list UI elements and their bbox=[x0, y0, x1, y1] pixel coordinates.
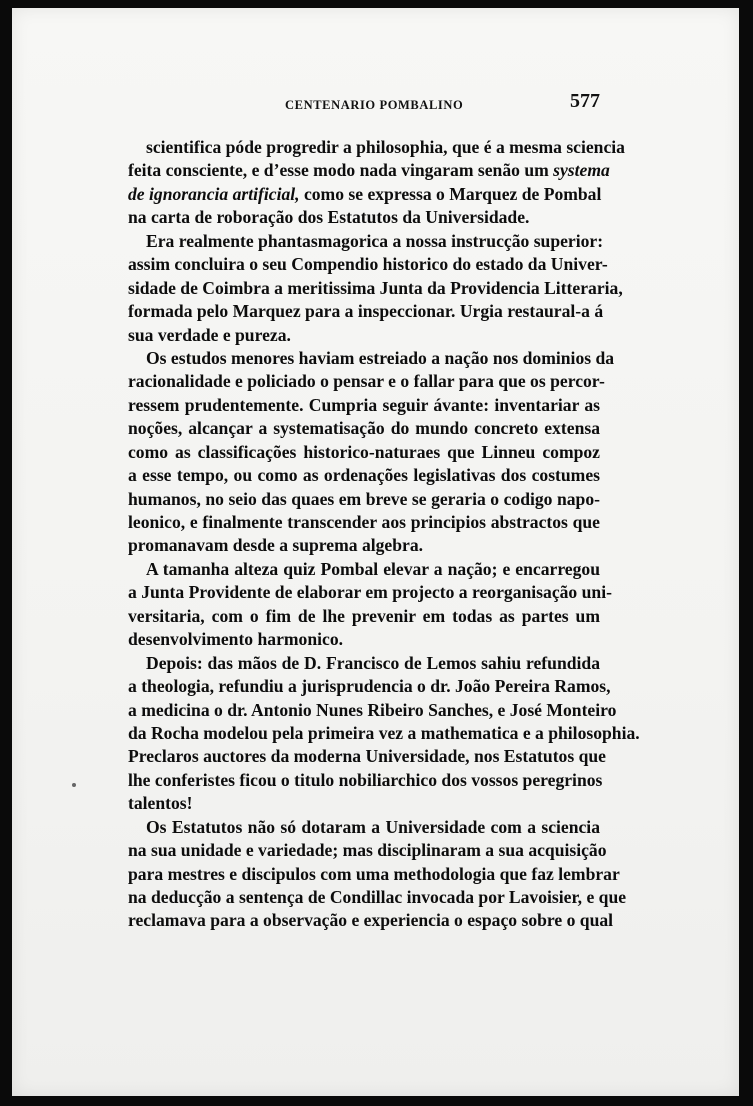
line-text: desenvolvimento harmonico. bbox=[128, 629, 344, 650]
line-text: assim concluira o seu Compendio historico do estado da Univer- bbox=[128, 254, 608, 275]
line-text: Preclaros auctores da moderna Universidade, nos Estatutos que bbox=[128, 746, 606, 767]
line-text: sidade de Coimbra a meritissima Junta da Providencia Litteraria, bbox=[128, 277, 623, 298]
page-number: 577 bbox=[570, 90, 600, 112]
line-text: como as classificações historico-naturaes que Linneu compoz bbox=[128, 441, 600, 462]
text-line bbox=[128, 370, 605, 393]
text-line bbox=[128, 699, 617, 722]
text-line bbox=[128, 230, 604, 253]
text-line bbox=[128, 816, 600, 839]
text-line bbox=[128, 253, 608, 276]
italic-text: de ignorancia artificial, bbox=[128, 183, 300, 204]
line-text: formada pelo Marquez para a inspeccionar. Urgia restaural-a á bbox=[128, 301, 604, 322]
line-text: A tamanha alteza quiz Pombal elevar a nação; e encarregou bbox=[146, 558, 600, 579]
text-line bbox=[128, 206, 600, 229]
line-text: na sua unidade e variedade; mas disciplinaram a sua acquisição bbox=[128, 840, 607, 861]
text-line bbox=[128, 347, 615, 370]
text-line bbox=[128, 159, 610, 182]
text-line bbox=[128, 324, 600, 347]
book-page bbox=[12, 8, 739, 1096]
page-header bbox=[115, 90, 600, 120]
line-text: a esse tempo, ou como as ordenações legislativas dos costumes bbox=[128, 465, 600, 486]
line-text: racionalidade e policiado o pensar e o fallar para que os percor- bbox=[128, 371, 605, 392]
line-text: na carta de roboração dos Estatutos da Universidade. bbox=[128, 207, 530, 228]
paragraph bbox=[128, 652, 640, 816]
text-line bbox=[128, 417, 600, 440]
line-text: Os estudos menores haviam estreiado a nação nos dominios da bbox=[146, 347, 615, 368]
text-line bbox=[128, 534, 600, 557]
line-text: para mestres e discipulos com uma methodologia que faz lembrar bbox=[128, 863, 620, 884]
text-line bbox=[128, 441, 600, 464]
line-text: humanos, no seio das quaes em breve se geraria o codigo napo- bbox=[128, 488, 600, 509]
body-text bbox=[128, 136, 640, 933]
text-line bbox=[128, 722, 640, 745]
text-line bbox=[128, 558, 600, 581]
text-line bbox=[128, 183, 600, 206]
line-text: a Junta Providente de elaborar em projecto a reorganisação uni- bbox=[128, 582, 612, 603]
text-line bbox=[128, 488, 600, 511]
line-text: leonico, e finalmente transcender aos principios abstractos que bbox=[128, 512, 600, 532]
text-line bbox=[128, 464, 600, 487]
italic-text: systema bbox=[553, 160, 610, 181]
text-line bbox=[128, 792, 600, 815]
text-line bbox=[128, 581, 612, 604]
line-text: a medicina o dr. Antonio Nunes Ribeiro Sanches, e José Monteiro bbox=[128, 699, 617, 720]
text-line bbox=[128, 839, 607, 862]
text-line bbox=[128, 277, 623, 300]
text-line bbox=[128, 300, 604, 323]
paragraph bbox=[128, 558, 612, 652]
text-line bbox=[128, 136, 625, 159]
paragraph bbox=[128, 816, 627, 933]
line-text: na deducção a sentença de Condillac invocada por Lavoisier, e que bbox=[128, 887, 627, 907]
line-text: lhe conferistes ficou o titulo nobiliarchico dos vossos peregrinos bbox=[128, 769, 603, 790]
line-text: Depois: das mãos de D. Francisco de Lemos sahiu refundida bbox=[146, 652, 600, 673]
ink-speck bbox=[72, 783, 76, 787]
paragraph bbox=[128, 347, 615, 558]
line-text: reclamava para a observação e experiencia o espaço sobre o qual bbox=[128, 910, 614, 931]
line-text: versitaria, com o fim de lhe prevenir em todas as partes um bbox=[128, 605, 600, 626]
line-text: talentos! bbox=[128, 793, 193, 814]
text-line bbox=[128, 863, 620, 886]
text-line bbox=[128, 628, 600, 651]
line-text: da Rocha modelou pela primeira vez a mathematica e a philosophia. bbox=[128, 722, 640, 743]
line-text: a theologia, refundiu a jurisprudencia o dr. João Pereira Ramos, bbox=[128, 676, 611, 697]
text-line bbox=[128, 605, 600, 628]
line-text: Os Estatutos não só dotaram a Universidade com a sciencia bbox=[146, 816, 600, 837]
line-text: feita consciente, e d’esse modo nada vingaram senão um bbox=[128, 160, 554, 181]
text-line bbox=[128, 886, 627, 909]
text-line bbox=[128, 909, 614, 932]
paragraph bbox=[128, 230, 623, 347]
text-line bbox=[128, 394, 600, 417]
line-text: sua verdade e pureza. bbox=[128, 324, 291, 345]
line-text: ressem prudentemente. Cumpria seguir ávante: inventariar as bbox=[128, 394, 600, 415]
running-head: CENTENARIO POMBALINO bbox=[285, 98, 464, 112]
line-text: scientifica póde progredir a philosophia, que é a mesma sciencia bbox=[146, 137, 625, 157]
text-line bbox=[128, 769, 603, 792]
text-line bbox=[128, 652, 600, 675]
paragraph bbox=[128, 136, 625, 230]
text-line bbox=[128, 745, 606, 768]
line-text: como se expressa o Marquez de Pombal bbox=[299, 183, 602, 204]
line-text: promanavam desde a suprema algebra. bbox=[128, 535, 424, 556]
text-line bbox=[128, 675, 611, 698]
line-text: Era realmente phantasmagorica a nossa instrucção superior: bbox=[146, 230, 604, 251]
text-line bbox=[128, 511, 600, 534]
line-text: noções, alcançar a systematisação do mundo concreto extensa bbox=[128, 418, 600, 439]
